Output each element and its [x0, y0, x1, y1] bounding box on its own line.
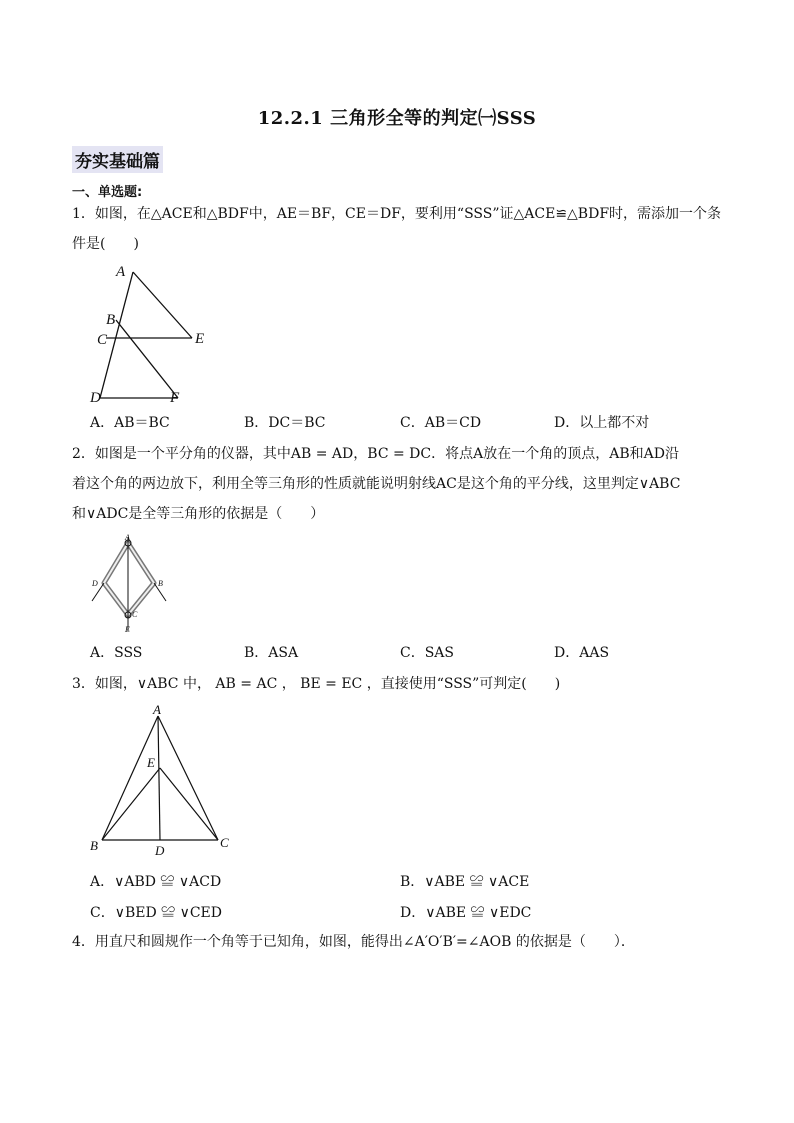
question-1-option-b[interactable]: B．DC＝BC: [244, 415, 326, 431]
q1-label-a: A: [116, 264, 126, 280]
question-3-line-1: 3．如图，∨ABC 中， AB = AC ， BE = EC ，直接使用“SSS”可判定( ): [72, 676, 561, 692]
question-1-line-1: 1．如图，在△ACE和△BDF中，AE＝BF，CE＝DF，要利用“SSS”证△ACE≌△BDF时，需添加一个条: [72, 206, 722, 222]
question-2-figure: [86, 533, 170, 635]
question-2-option-d[interactable]: D．AAS: [554, 645, 610, 661]
question-1-option-c[interactable]: C．AB＝CD: [400, 415, 482, 431]
q2-label-d: D: [92, 579, 98, 588]
question-3-option-c[interactable]: C．∨BED ≌ ∨CED: [90, 905, 222, 921]
q2-label-b: B: [158, 579, 163, 588]
q1-label-f: F: [170, 390, 180, 406]
page-title: 12.2.1 三角形全等的判定㈠SSS: [257, 108, 537, 129]
subsection-heading: 一、单选题:: [72, 185, 143, 200]
q3-label-b: B: [90, 838, 98, 853]
question-2-option-b[interactable]: B．ASA: [244, 645, 299, 661]
question-3-option-b[interactable]: B．∨ABE ≌ ∨ACE: [400, 874, 530, 890]
question-1-figure: [88, 260, 218, 408]
question-2-option-c[interactable]: C．SAS: [400, 645, 455, 661]
q1-line-ae: [133, 272, 192, 338]
question-1-option-a[interactable]: A．AB＝BC: [90, 415, 170, 431]
q3-label-d: D: [155, 843, 165, 858]
q1-line-bf: [116, 320, 178, 398]
q1-label-c: C: [97, 332, 108, 348]
question-3-figure: [86, 700, 236, 862]
question-3-option-a[interactable]: A．∨ABD ≌ ∨ACD: [90, 874, 222, 890]
q3-line-ad: [158, 716, 160, 840]
question-2-option-a[interactable]: A．SSS: [90, 645, 143, 661]
question-2-line-2: 着这个角的两边放下，利用全等三角形的性质就能说明射线AC是这个角的平分线，这里判定∨ABC: [72, 476, 681, 492]
q3-line-ac: [158, 716, 218, 840]
q3-label-c: C: [220, 835, 229, 850]
q2-instrument-frame: [104, 543, 154, 615]
q3-label-a: A: [153, 702, 161, 717]
q3-line-ab: [102, 716, 158, 840]
q1-label-b: B: [106, 312, 116, 328]
question-2-line-3: 和∨ADC是全等三角形的依据是（ ）: [72, 506, 325, 522]
q2-label-e: E: [125, 625, 130, 634]
section-heading: 夯实基础篇: [72, 146, 163, 173]
q1-label-e: E: [195, 331, 205, 347]
question-2-line-1: 2．如图是一个平分角的仪器，其中AB = AD，BC = DC．将点A放在一个角的顶点，AB和AD沿: [72, 446, 679, 462]
q3-label-e: E: [147, 755, 155, 770]
question-4-line-1: 4．用直尺和圆规作一个角等于已知角，如图，能得出∠A′O′B′=∠AOB 的依据是（ ）．: [72, 934, 635, 950]
q1-label-d: D: [90, 390, 101, 406]
q2-label-a: A: [125, 533, 130, 542]
question-1-option-d[interactable]: D．以上都不对: [554, 415, 650, 431]
question-1-line-2: 件是( ): [72, 236, 139, 252]
q3-line-eb: [102, 768, 160, 840]
question-3-option-d[interactable]: D．∨ABE ≌ ∨EDC: [400, 905, 532, 921]
q2-label-c: C: [132, 610, 138, 619]
